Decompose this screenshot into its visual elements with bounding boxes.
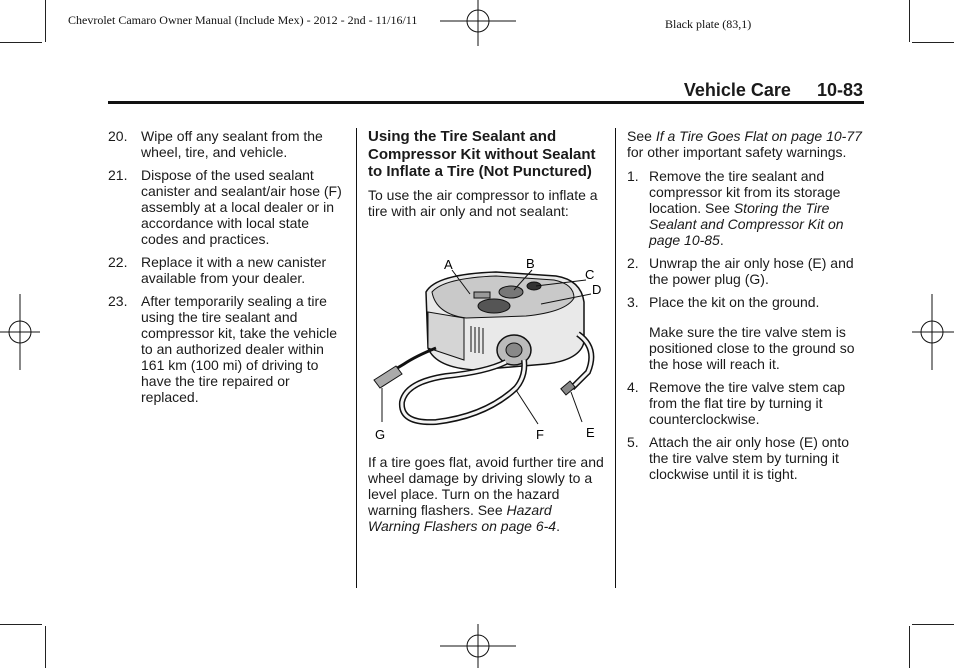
see-text: See <box>627 128 656 144</box>
step-number: 21. <box>108 167 128 183</box>
list-item <box>627 168 863 248</box>
section-title: Vehicle Care <box>683 80 791 100</box>
registration-mark-icon <box>912 294 954 370</box>
step-note: Make sure the tire valve stem is positioned close to the ground so the hose will reach it. <box>649 324 855 372</box>
step-number: 22. <box>108 254 128 270</box>
pressure-gauge <box>499 286 523 298</box>
list-item <box>627 255 863 287</box>
figure-label-a: A <box>444 257 453 272</box>
page-number: 10-83 <box>816 80 863 100</box>
list-item <box>627 434 863 482</box>
crop-mark <box>0 624 42 625</box>
figure-label-f: F <box>536 427 544 442</box>
crop-mark <box>909 626 910 668</box>
step-number: 5. <box>627 434 639 450</box>
registration-mark-icon <box>440 0 516 46</box>
step-number: 3. <box>627 294 639 310</box>
list-item <box>108 254 348 286</box>
see-paragraph <box>627 128 863 160</box>
see-text-end: for other important safety warnings. <box>627 144 847 160</box>
selector-switch <box>474 292 490 298</box>
column-2-lower <box>368 454 606 541</box>
step-number: 23. <box>108 293 128 309</box>
step-text: Wipe off any sealant from the wheel, tire, and vehicle. <box>141 128 323 160</box>
storing-kit-reference-link[interactable]: Storing the Tire Sealant and Compressor Kit on page 10-85 <box>649 200 844 248</box>
step-number: 1. <box>627 168 639 184</box>
step-text: Attach the air only hose (E) onto the tire valve stem by turning it clockwise until it is tight. <box>649 434 849 482</box>
hazard-reference-link[interactable]: Hazard Warning Flashers on page 6-4 <box>368 502 557 534</box>
list-item <box>108 293 348 405</box>
section-heading: Using the Tire Sealant and Compressor Kit without Sealant to Inflate a Tire (Not Punctured) <box>368 128 596 180</box>
step-number: 20. <box>108 128 128 144</box>
hazard-text: If a tire goes flat, avoid further tire and wheel damage by driving slowly to a level place. Turn on the hazard warning flashers. See <box>368 454 604 518</box>
header-rule <box>108 101 864 104</box>
crop-mark <box>0 42 42 43</box>
crop-mark <box>912 624 954 625</box>
intro-paragraph: To use the air compressor to inflate a tire with air only and not sealant: <box>368 186 598 219</box>
step-text: Place the kit on the ground. <box>649 294 820 310</box>
step-text: Unwrap the air only hose (E) and the power plug (G). <box>649 255 854 287</box>
flat-tire-reference-link[interactable]: If a Tire Goes Flat on page 10-77 <box>655 128 862 144</box>
registration-mark-icon <box>0 294 40 370</box>
hazard-text-end: . <box>556 518 560 534</box>
list-item <box>108 167 348 247</box>
figure-label-b: B <box>526 256 535 271</box>
column-2 <box>368 128 606 226</box>
step-number: 2. <box>627 255 639 271</box>
step-text: Remove the tire sealant and compressor kit from its storage location. See Storing the Tire Sealant and Compressor Kit on page 10-85. <box>649 168 844 248</box>
step-text: Dispose of the used sealant canister and sealant/air hose (F) assembly at a local dealer or in accordance with local state codes and practices. <box>141 167 342 247</box>
figure-label-e: E <box>586 425 595 440</box>
print-header-plate: Black plate (83,1) <box>665 17 752 31</box>
column-divider <box>356 128 357 588</box>
print-header-manual-info: Chevrolet Camaro Owner Manual (Include Mex) - 2012 - 2nd - 11/16/11 <box>68 13 418 27</box>
crop-mark <box>909 0 910 42</box>
figure-label-d: D <box>592 282 602 297</box>
column-divider <box>615 128 616 588</box>
column-1 <box>108 128 348 412</box>
sealant-canister-cap <box>478 299 510 313</box>
list-item <box>108 128 348 160</box>
power-plug <box>374 366 402 388</box>
step-number: 4. <box>627 379 639 395</box>
hazard-paragraph <box>368 454 606 534</box>
crop-mark <box>45 0 46 42</box>
column-3 <box>627 128 863 489</box>
crop-mark <box>45 626 46 668</box>
crop-mark <box>912 42 954 43</box>
figure-label-g: G <box>375 427 386 442</box>
step-text: Replace it with a new canister available from your dealer. <box>141 254 327 286</box>
list-item <box>627 379 863 427</box>
section-header <box>684 80 863 101</box>
step-text: After temporarily sealing a tire using the tire sealant and compressor kit, take the vehicle to an authorized dealer within 161 km (100 mi) of driving to have the tire repaired or replaced. <box>141 293 338 405</box>
figure-label-c: C <box>585 267 595 282</box>
registration-mark-icon <box>440 624 516 668</box>
compressor-kit-figure <box>366 252 606 446</box>
list-item <box>627 294 863 310</box>
step-text: Remove the tire valve stem cap from the flat tire by turning it counterclockwise. <box>649 379 846 427</box>
